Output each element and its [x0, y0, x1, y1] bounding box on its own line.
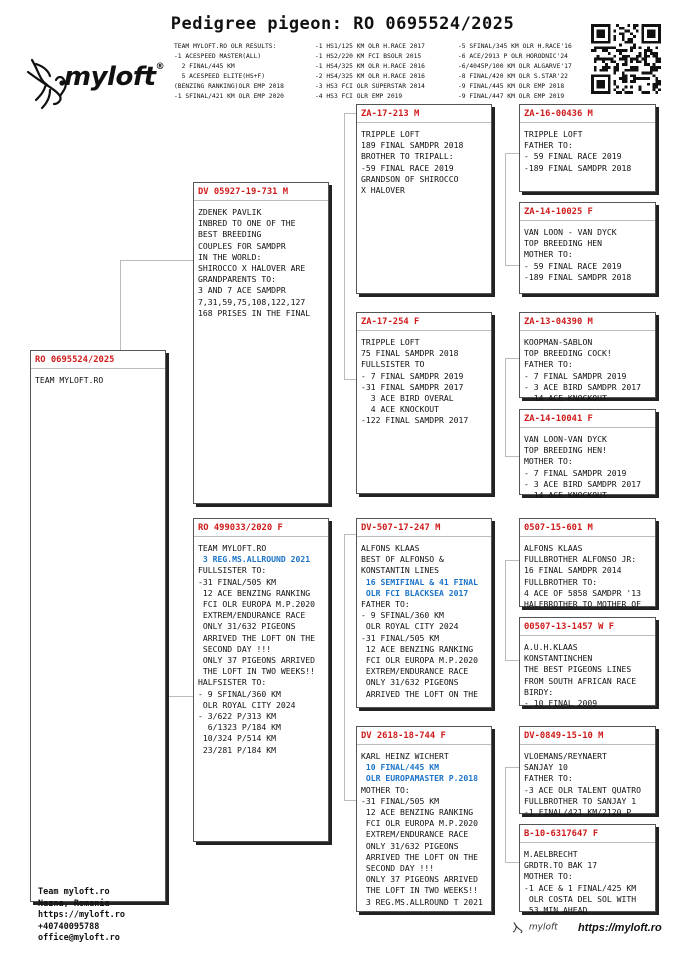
ring-number: ZA-16-00436 M: [520, 105, 655, 123]
detail-line: TRIPPLE LOFT: [361, 337, 420, 347]
detail-line: 12 ACE BENZING RANKING: [198, 587, 311, 598]
connector-line: [505, 560, 519, 561]
detail-line: SHIROCCO X HALOVER ARE: [198, 263, 306, 274]
detail-line: - 3 ACE BIRD SAMDPR 2017: [524, 381, 641, 392]
detail-line: MOTHER TO:: [361, 784, 410, 795]
detail-line: VAN LOON - VAN DYCK: [524, 227, 617, 237]
connector-line: [505, 358, 519, 359]
result-line: -1 HS4/325 KM OLR H.RACE 2016: [315, 62, 425, 70]
detail-line: 3 AND 7 ACE SAMDPR: [198, 285, 286, 296]
detail-line: - 7 FINAL SAMDPR 2019: [361, 370, 464, 381]
result-line: 2 FINAL/445 KM: [174, 62, 235, 70]
footer-website-link[interactable]: https://myloft.ro: [578, 922, 662, 934]
ring-number: ZA-17-254 F: [357, 313, 491, 331]
detail-line: ONLY 37 PIGEONS ARRIVED: [198, 655, 315, 666]
pigeon-details: [520, 751, 655, 818]
detail-line: VAN LOON-VAN DYCK: [524, 434, 607, 444]
connector-line: [344, 800, 356, 801]
detail-line: OLR ROYAL CITY 2024: [198, 699, 296, 710]
pigeon-card-main[interactable]: [30, 350, 166, 902]
detail-line: TRIPPLE LOFT: [361, 129, 420, 139]
detail-line: FULLBROTHER ALFONSO JR:: [524, 554, 637, 565]
pigeon-card-sire-sire[interactable]: [356, 104, 492, 294]
connector-line: [505, 153, 519, 154]
detail-line: 3 REG.MS.ALLROUND T 2021: [361, 896, 483, 907]
ring-number: DV-0849-15-10 M: [520, 727, 655, 745]
result-line: -1 HS1/125 KM OLR H.RACE 2017: [315, 43, 425, 50]
detail-line: SECOND DAY !!!: [361, 863, 435, 874]
connector-line: [344, 113, 345, 379]
detail-line: THE LOFT IN TWO WEEKS!!: [361, 885, 478, 896]
connector-line: [505, 358, 506, 456]
detail-line: 75 FINAL SAMDPR 2018: [361, 348, 459, 359]
connector-line: [505, 862, 519, 863]
detail-line: -1 ACE & 1 FINAL/425 KM: [524, 882, 637, 893]
detail-line: KARL HEINZ WICHERT: [361, 751, 449, 761]
detail-line: TOP BREEDING COCK!: [524, 348, 612, 359]
contact-email[interactable]: office@myloft.ro: [38, 933, 120, 943]
detail-line: VLOEMANS/REYNAERT: [524, 751, 607, 761]
pigeon-details: [194, 543, 328, 756]
logo-wordmark: myloft®: [64, 62, 165, 92]
pigeon-card-dam-dam-dam[interactable]: [519, 824, 656, 916]
detail-line: TOP BREEDING HEN!: [524, 445, 607, 456]
result-line: -1 HS2/220 KM FCI BSOLR 2015: [315, 52, 422, 60]
connector-line: [505, 456, 519, 457]
footer-logo: myloft: [512, 920, 558, 934]
detail-line: ALFONS KLAAS: [361, 543, 420, 553]
pigeon-card-sire[interactable]: [193, 182, 329, 504]
detail-line: FCI OLR EUROPA M.P.2020: [361, 655, 478, 666]
detail-line: COUPLES FOR SAMDPR: [198, 240, 286, 251]
detail-line: -31 FINAL/505 KM: [361, 632, 439, 643]
ring-number: ZA-14-10025 F: [520, 203, 655, 221]
detail-line: - 7 FINAL SAMDPR 2019: [524, 467, 627, 478]
ring-number: B-10-6317647 F: [520, 825, 655, 843]
pigeon-details: [520, 543, 655, 610]
results-column-3: [458, 42, 572, 101]
detail-line: FCI OLR EUROPA M.P.2020: [198, 599, 315, 610]
detail-line: MOTHER TO:: [524, 249, 573, 260]
result-line: -6/4045P/100 KM OLR ALGARVE'17: [458, 62, 572, 70]
detail-line: SANJAY 10: [524, 762, 568, 773]
detail-line: 4 ACE KNOCKOUT: [361, 404, 439, 415]
detail-line: ONLY 31/632 PIGEONS: [198, 621, 296, 632]
detail-line: EXTREM/ENDURANCE RACE: [198, 610, 306, 621]
detail-line: FULLBROTHER TO:: [524, 576, 598, 587]
connector-line: [344, 113, 356, 114]
result-line: -6 ACE/2913 P OLR HORODNIC'24: [458, 52, 568, 60]
detail-line: - 59 FINAL RACE 2019: [524, 260, 622, 271]
detail-line: GRANDSON OF SHIROCCO: [361, 173, 459, 184]
page-title: Pedigree pigeon: RO 0695524/2025: [170, 14, 515, 34]
pigeon-card-dam-dam[interactable]: [356, 726, 492, 912]
detail-line: HALFSISTER TO:: [198, 677, 267, 688]
connector-line: [505, 560, 506, 660]
detail-line: ARRIVED THE LOFT ON THE: [361, 688, 478, 699]
detail-line: 3 ACE BIRD OVERAL: [361, 393, 454, 404]
pigeon-card-sire-dam-dam[interactable]: [519, 409, 656, 501]
detail-line: -31 FINAL/505 KM: [361, 795, 439, 806]
connector-line: [505, 265, 519, 266]
detail-line: ALFONS KLAAS: [524, 543, 583, 553]
detail-line: THE BEST PIGEONS LINES: [524, 664, 632, 675]
detail-line: ONLY 31/632 PIGEONS: [361, 677, 459, 688]
detail-line: X HALOVER: [361, 185, 405, 196]
detail-line: ONLY 37 PIGEONS ARRIVED: [361, 874, 478, 885]
detail-line: - 3/622 P/313 KM: [198, 711, 276, 722]
detail-line: -31 FINAL SAMDPR 2017: [361, 381, 464, 392]
results-column-2: [315, 42, 425, 101]
contact-info: [38, 887, 125, 945]
connector-line: [505, 767, 506, 862]
ring-number: 0507-15-601 M: [520, 519, 655, 537]
detail-line: 12 ACE BENZING RANKING: [361, 807, 474, 818]
result-line: 5 ACESPEED ELITE(HS+F): [174, 72, 265, 80]
detail-line: ONLY 31/632 PIGEONS: [361, 840, 459, 851]
detail-line: TEAM MYLOFT.RO: [198, 543, 267, 553]
detail-line: FATHER TO:: [361, 599, 410, 610]
pigeon-details: [357, 543, 491, 700]
pigeon-card-dam[interactable]: [193, 518, 329, 842]
detail-line: - 9 SFINAL/360 KM: [198, 688, 281, 699]
detail-line: 6/1323 P/184 KM: [198, 722, 281, 733]
detail-line: FULLSISTER TO: [361, 359, 425, 370]
detail-line: 23/281 P/184 KM: [198, 744, 276, 755]
detail-line: BEST BREEDING: [198, 229, 262, 240]
pigeon-details: [31, 375, 165, 386]
ring-number: 00507-13-1457 W F: [520, 618, 655, 636]
detail-line: 168 PRISES IN THE FINAL: [198, 307, 311, 318]
detail-line: BROTHER TO TRIPALL:: [361, 151, 454, 162]
pigeon-card-dam-sire-sire[interactable]: [519, 518, 656, 610]
pigeon-details: [520, 434, 655, 501]
detail-line: - 59 FINAL RACE 2019: [524, 151, 622, 162]
ring-number: RO 499033/2020 F: [194, 519, 328, 537]
pigeon-card-sire-dam[interactable]: [356, 312, 492, 494]
pigeon-details: [520, 227, 655, 283]
detail-line: OLR COSTA DEL SOL WITH: [524, 893, 637, 904]
detail-line: -31 FINAL/505 KM: [198, 576, 276, 587]
connector-line: [344, 534, 356, 535]
ring-number: RO 0695524/2025: [31, 351, 165, 369]
ring-number: ZA-13-04390 M: [520, 313, 655, 331]
pigeon-card-sire-dam-sire[interactable]: [519, 312, 656, 404]
result-line: -9 FINAL/445 KM OLR EMP 2018: [458, 82, 565, 90]
pigeon-details: [520, 337, 655, 404]
detail-line: GRANDPARENTS TO:: [198, 274, 276, 285]
pigeon-card-dam-sire-dam[interactable]: [519, 617, 656, 709]
detail-line: THE LOFT IN TWO WEEKS!!: [198, 666, 315, 677]
detail-line: FATHER TO:: [524, 359, 573, 370]
pigeon-details: [194, 207, 328, 319]
detail-line: -1 FINAL/421 KM/2120 P: [524, 807, 632, 818]
connector-line: [505, 767, 519, 768]
detail-line: 53 MIN AHEAD: [524, 905, 588, 916]
detail-line: 10/324 P/514 KM: [198, 733, 276, 744]
pigeon-card-dam-sire[interactable]: [356, 518, 492, 708]
result-line: -5 SFINAL/345 KM OLR H.RACE'16: [458, 43, 572, 50]
result-line: -8 FINAL/420 KM OLR S.STAR'22: [458, 72, 568, 80]
detail-line: 14 ACE KNOCKOUT: [524, 490, 607, 501]
results-column-1: [174, 42, 284, 101]
detail-line: EXTREM/ENDURANCE RACE: [361, 829, 469, 840]
highlight-line: 16 SEMIFINAL & 41 FINAL: [361, 576, 478, 587]
detail-line: FROM SOUTH AFRICAN RACE: [524, 675, 637, 686]
contact-phone[interactable]: +40740095788: [38, 921, 100, 932]
pigeon-small-icon: [512, 920, 526, 934]
pigeon-details: [357, 129, 491, 196]
detail-line: EXTREM/ENDURANCE RACE: [361, 666, 469, 677]
detail-line: - 7 FINAL SAMDPR 2019: [524, 370, 627, 381]
connector-line: [344, 534, 345, 800]
detail-line: SECOND DAY !!!: [198, 643, 272, 654]
connector-line: [505, 660, 519, 661]
detail-line: 4 ACE OF 5858 SAMDPR '13: [524, 587, 641, 598]
result-line: -2 HS4/325 KM OLR H.RACE 2016: [315, 72, 425, 80]
connector-line: [505, 153, 506, 265]
detail-line: FATHER TO:: [524, 773, 573, 784]
connector-line: [344, 379, 356, 380]
detail-line: ARRIVED THE LOFT ON THE: [198, 632, 315, 643]
pigeon-card-dam-dam-sire[interactable]: [519, 726, 656, 818]
result-line: -4 HS3 FCI OLR EMP 2019: [315, 92, 403, 100]
contact-team: Team myloft.ro: [38, 887, 110, 897]
highlight-line: 10 FINAL/445 KM: [361, 762, 439, 773]
highlight-line: 3 REG.MS.ALLROUND 2021: [198, 554, 311, 565]
detail-line: INBRED TO ONE OF THE: [198, 218, 296, 229]
detail-line: 189 FINAL SAMDPR 2018: [361, 140, 464, 151]
result-line: (BENZING RANKING)OLR EMP 2018: [174, 82, 284, 90]
contact-address: Nazna, Romania: [38, 898, 110, 909]
pigeon-details: [357, 751, 491, 908]
detail-line: MOTHER TO:: [524, 456, 573, 467]
detail-line: BIRDY:: [524, 686, 554, 697]
result-line: -1 ACESPEED MASTER(ALL): [174, 52, 262, 60]
pigeon-details: [520, 849, 655, 916]
connector-line: [120, 260, 193, 261]
detail-line: KONSTANTINCHEN: [524, 653, 593, 664]
detail-line: TRIPPLE LOFT: [524, 129, 583, 139]
detail-line: 12 ACE BENZING RANKING: [361, 643, 474, 654]
detail-line: FULLSISTER TO:: [198, 565, 267, 576]
detail-line: KOOPMAN-SABLON: [524, 337, 593, 347]
detail-line: - 10 FINAL 2009: [524, 698, 598, 709]
pigeon-card-sire-sire-dam[interactable]: [519, 202, 656, 294]
pigeon-logo-icon: [28, 60, 66, 108]
detail-line: OLR ROYAL CITY 2024: [361, 621, 459, 632]
detail-line: 16 FINAL SAMDPR 2014: [524, 565, 622, 576]
contact-website[interactable]: https://myloft.ro: [38, 910, 125, 920]
detail-line: FATHER TO:: [524, 140, 573, 151]
ring-number: ZA-17-213 M: [357, 105, 491, 123]
detail-line: -3 ACE OLR TALENT QUATRO: [524, 784, 641, 795]
pigeon-details: [520, 129, 655, 174]
detail-line: 7,31,59,75,108,122,127: [198, 296, 306, 307]
pigeon-details: [520, 642, 655, 709]
ring-number: DV 05927-19-731 M: [194, 183, 328, 201]
pigeon-card-sire-sire-sire[interactable]: [519, 104, 656, 192]
detail-line: -189 FINAL SAMDPR 2018: [524, 271, 632, 282]
detail-line: FCI OLR EUROPA M.P.2020: [361, 818, 478, 829]
ring-number: ZA-14-10041 F: [520, 410, 655, 428]
detail-line: -189 FINAL SAMDPR 2018: [524, 162, 632, 173]
detail-line: FULLBROTHER TO SANJAY 1: [524, 795, 637, 806]
result-line: -1 SFINAL/421 KM OLR EMP 2020: [174, 92, 284, 100]
detail-line: A.U.H.KLAAS: [524, 642, 578, 652]
detail-line: -59 FINAL RACE 2019: [361, 162, 454, 173]
detail-line: IN THE WORLD:: [198, 251, 262, 262]
result-line: -9 FINAL/447 KM OLR EMP 2019: [458, 92, 565, 100]
result-line: TEAM MYLOFT.RO OLR RESULTS:: [174, 43, 277, 50]
detail-line: -122 FINAL SAMDPR 2017: [361, 415, 469, 426]
pigeon-details: [357, 337, 491, 427]
detail-line: - 9 SFINAL/360 KM: [361, 610, 444, 621]
highlight-line: OLR FCI BLACKSEA 2017: [361, 587, 469, 598]
detail-line: 14 ACE KNOCKOUT: [524, 393, 607, 404]
detail-line: GRDTR.TO BAK 17: [524, 860, 598, 871]
detail-line: ZDENEK PAVLIK: [198, 207, 262, 217]
result-line: -3 HS3 FCI OLR SUPERSTAR 2014: [315, 82, 425, 90]
detail-line: - 3 ACE BIRD SAMDPR 2017: [524, 478, 641, 489]
ring-number: DV 2618-18-744 F: [357, 727, 491, 745]
detail-line: TOP BREEDING HEN: [524, 238, 602, 249]
detail-line: BEST OF ALFONSO &: [361, 554, 444, 565]
detail-line: M.AELBRECHT: [524, 849, 578, 859]
detail-line: MOTHER TO:: [524, 871, 573, 882]
ring-number: DV-507-17-247 M: [357, 519, 491, 537]
detail-line: HALFBROTHER TO MOTHER OF: [524, 599, 641, 610]
highlight-line: OLR EUROPAMASTER P.2018: [361, 773, 478, 784]
qr-code-icon: [591, 24, 661, 94]
detail-line: TEAM MYLOFT.RO: [35, 375, 104, 385]
detail-line: KONSTANTIN LINES: [361, 565, 439, 576]
detail-line: ARRIVED THE LOFT ON THE: [361, 851, 478, 862]
